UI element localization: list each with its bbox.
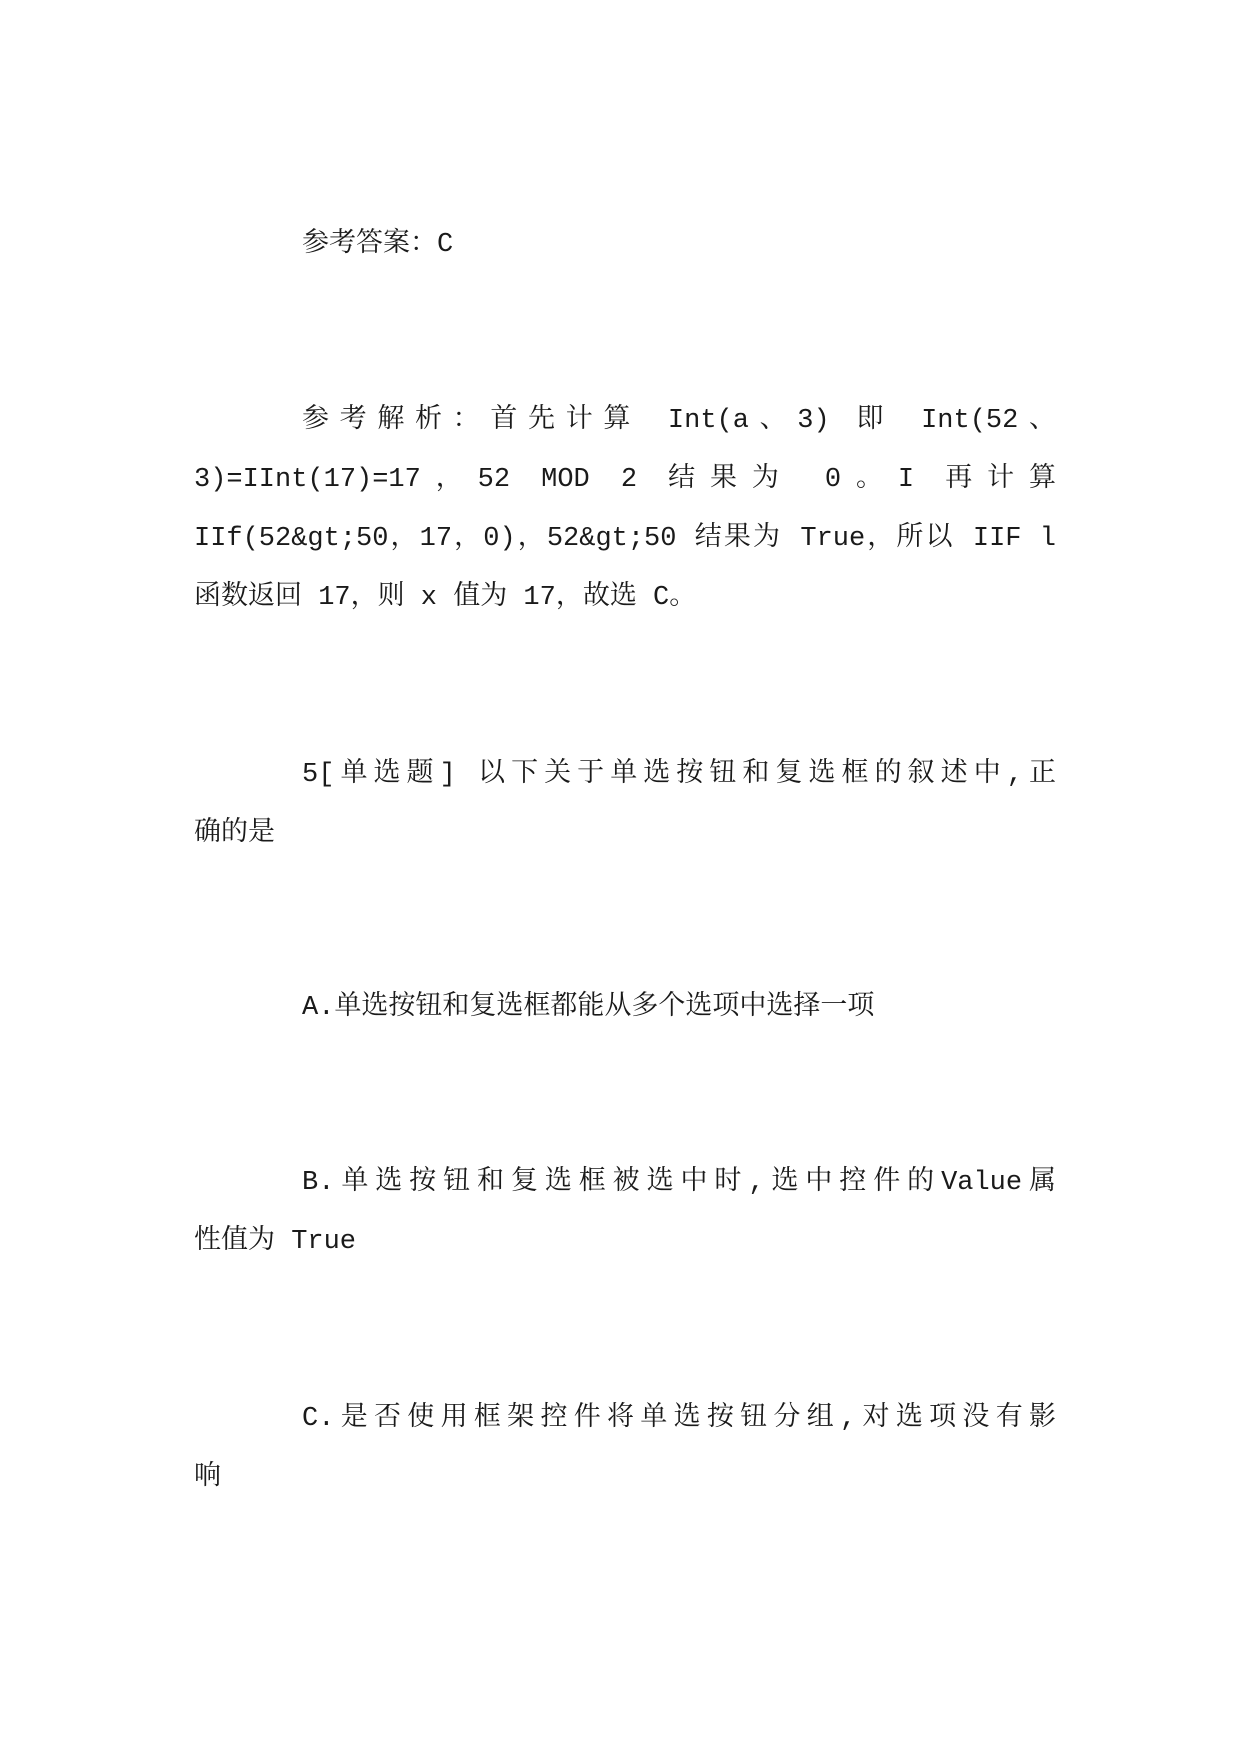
option-b <box>194 1154 1056 1272</box>
option-a <box>194 979 1056 1038</box>
analysis-line: 函数返回 17，则 x 值为 17，故选 C。 <box>194 583 697 613</box>
analysis-paragraph <box>194 392 1056 628</box>
answer-paragraph <box>194 216 1056 275</box>
question-line: 确的是 <box>194 819 275 849</box>
option-line: A.单选按钮和复选框都能从多个选项中选择一项 <box>302 993 875 1023</box>
question-line: 5[单选题] 以下关于单选按钮和复选框的叙述中,正 <box>302 760 1056 790</box>
analysis-line: 参考解析：首先计算 Int(a、3) 即 Int(52、 <box>302 406 1056 436</box>
option-line: 响 <box>194 1463 221 1493</box>
option-line: B.单选按钮和复选框被选中时,选中控件的Value属 <box>302 1168 1056 1198</box>
analysis-line: 3)=IInt(17)=17，52 MOD 2 结果为 0。I 再计算 <box>194 465 1056 495</box>
analysis-line: IIf(52&gt;50，17，0)，52&gt;50 结果为 True，所以 IIF l <box>194 524 1056 554</box>
option-line: 性值为 True <box>194 1227 357 1257</box>
question-paragraph <box>194 746 1056 864</box>
option-c <box>194 1390 1056 1508</box>
option-line: C.是否使用框架控件将单选按钮分组,对选项没有影 <box>302 1404 1056 1434</box>
answer-text: 参考答案：C <box>302 230 454 260</box>
